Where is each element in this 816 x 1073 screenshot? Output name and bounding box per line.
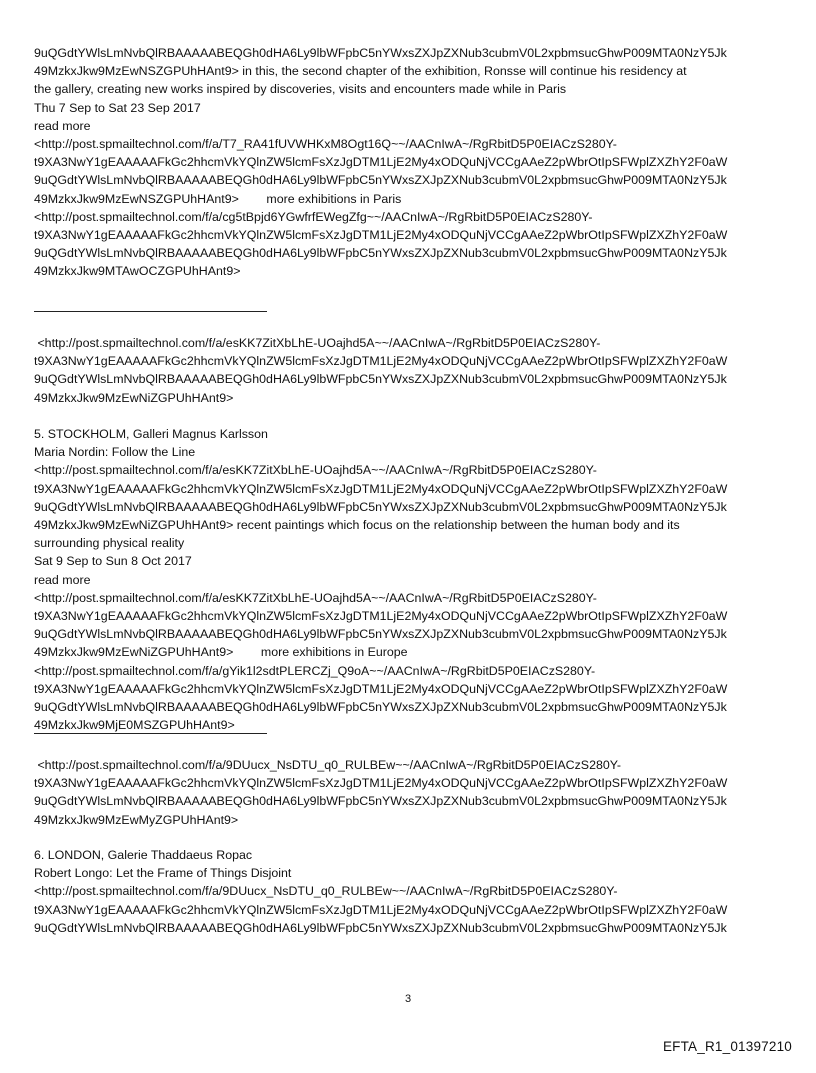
image-link-block-1 xyxy=(34,334,794,407)
text-line: 9uQGdtYWlsLmNvbQlRBAAAAABEQGh0dHA6Ly9lbWFpbC5nYWxsZXJpZXNub3cubmV0L2xpbmsucGhwP009MTA0NzY5Jk xyxy=(34,627,727,642)
text-line: 9uQGdtYWlsLmNvbQlRBAAAAABEQGh0dHA6Ly9lbWFpbC5nYWxsZXJpZXNub3cubmV0L2xpbmsucGhwP009MTA0NzY5Jk xyxy=(34,246,727,261)
text-line: t9XA3NwY1gEAAAAAFkGc2hhcmVkYQlnZW5lcmFsXzJgDTM1LjE2My4xODQuNjVCCgAAeZ2pWbrOtIpSFWplZXZhY2F0aW xyxy=(34,481,728,496)
text-line: 49MzkxJkw9MjE0MSZGPUhHAnt9> xyxy=(34,718,235,733)
text-line: 9uQGdtYWlsLmNvbQlRBAAAAABEQGh0dHA6Ly9lbWFpbC5nYWxsZXJpZXNub3cubmV0L2xpbmsucGhwP009MTA0NzY5Jk xyxy=(34,794,727,809)
text-line: t9XA3NwY1gEAAAAAFkGc2hhcmVkYQlnZW5lcmFsXzJgDTM1LjE2My4xODQuNjVCCgAAeZ2pWbrOtIpSFWplZXZhY2F0aW xyxy=(34,609,728,624)
text-line: 9uQGdtYWlsLmNvbQlRBAAAAABEQGh0dHA6Ly9lbWFpbC5nYWxsZXJpZXNub3cubmV0L2xpbmsucGhwP009MTA0NzY5Jk xyxy=(34,173,727,188)
text-line: <http://post.spmailtechnol.com/f/a/esKK7ZitXbLhE-UOajhd5A~~/AACnIwA~/RgRbitD5P0EIACzS280Y- xyxy=(34,463,597,478)
text-line: 6. LONDON, Galerie Thaddaeus Ropac xyxy=(34,848,253,862)
text-line: t9XA3NwY1gEAAAAAFkGc2hhcmVkYQlnZW5lcmFsXzJgDTM1LjE2My4xODQuNjVCCgAAeZ2pWbrOtIpSFWplZXZhY2F0aW xyxy=(34,228,728,243)
text-line: 5. STOCKHOLM, Galleri Magnus Karlsson xyxy=(34,427,268,441)
document-id-footer: EFTA_R1_01397210 xyxy=(662,1039,792,1054)
text-line: <http://post.spmailtechnol.com/f/a/esKK7ZitXbLhE-UOajhd5A~~/AACnIwA~/RgRbitD5P0EIACzS280Y- xyxy=(34,590,597,605)
text-line: <http://post.spmailtechnol.com/f/a/9DUucx_NsDTU_q0_RULBEw~~/AACnIwA~/RgRbitD5P0EIACzS280Y- xyxy=(34,884,618,899)
text-line: <http://post.spmailtechnol.com/f/a/esKK7ZitXbLhE-UOajhd5A~~/AACnIwA~/RgRbitD5P0EIACzS280Y- xyxy=(34,336,601,350)
text-line: Thu 7 Sep to Sat 23 Sep 2017 xyxy=(34,100,201,115)
separator-rule xyxy=(34,311,267,312)
text-line: 49MzkxJkw9MzEwNiZGPUhHAnt9> xyxy=(34,390,234,405)
text-line: 49MzkxJkw9MzEwNiZGPUhHAnt9> recent paintings which focus on the relationship between the human body and its xyxy=(34,518,680,533)
text-line: 9uQGdtYWlsLmNvbQlRBAAAAABEQGh0dHA6Ly9lbWFpbC5nYWxsZXJpZXNub3cubmV0L2xpbmsucGhwP009MTA0NzY5Jk xyxy=(34,46,727,60)
exhibition-4-continuation xyxy=(34,44,794,281)
text-line: 49MzkxJkw9MzEwNiZGPUhHAnt9> more exhibitions in Europe xyxy=(34,645,408,660)
text-line: Maria Nordin: Follow the Line xyxy=(34,445,196,460)
text-line: 9uQGdtYWlsLmNvbQlRBAAAAABEQGh0dHA6Ly9lbWFpbC5nYWxsZXJpZXNub3cubmV0L2xpbmsucGhwP009MTA0NzY5Jk xyxy=(34,920,727,935)
text-line: 49MzkxJkw9MzEwMyZGPUhHAnt9> xyxy=(34,812,239,827)
image-link-block-2 xyxy=(34,756,794,829)
text-line: t9XA3NwY1gEAAAAAFkGc2hhcmVkYQlnZW5lcmFsXzJgDTM1LjE2My4xODQuNjVCCgAAeZ2pWbrOtIpSFWplZXZhY2F0aW xyxy=(34,902,728,917)
text-line: <http://post.spmailtechnol.com/f/a/9DUucx_NsDTU_q0_RULBEw~~/AACnIwA~/RgRbitD5P0EIACzS280Y- xyxy=(34,758,621,772)
text-line: read more xyxy=(34,118,91,133)
text-line: 49MzkxJkw9MzEwNSZGPUhHAnt9> in this, the second chapter of the exhibition, Ronsse will continue his residency at xyxy=(34,64,687,79)
exhibition-6-london xyxy=(34,846,794,937)
text-line: 9uQGdtYWlsLmNvbQlRBAAAAABEQGh0dHA6Ly9lbWFpbC5nYWxsZXJpZXNub3cubmV0L2xpbmsucGhwP009MTA0NzY5Jk xyxy=(34,700,727,715)
text-line: 49MzkxJkw9MzEwNSZGPUhHAnt9> more exhibitions in Paris xyxy=(34,191,402,206)
text-line: t9XA3NwY1gEAAAAAFkGc2hhcmVkYQlnZW5lcmFsXzJgDTM1LjE2My4xODQuNjVCCgAAeZ2pWbrOtIpSFWplZXZhY2F0aW xyxy=(34,776,728,791)
text-line: 49MzkxJkw9MTAwOCZGPUhHAnt9> xyxy=(34,264,241,279)
text-line: Sat 9 Sep to Sun 8 Oct 2017 xyxy=(34,554,192,569)
text-line: t9XA3NwY1gEAAAAAFkGc2hhcmVkYQlnZW5lcmFsXzJgDTM1LjE2My4xODQuNjVCCgAAeZ2pWbrOtIpSFWplZXZhY2F0aW xyxy=(34,354,728,369)
exhibition-5-stockholm xyxy=(34,425,794,734)
text-line: read more xyxy=(34,572,91,587)
text-line: Robert Longo: Let the Frame of Things Disjoint xyxy=(34,866,292,881)
text-line: t9XA3NwY1gEAAAAAFkGc2hhcmVkYQlnZW5lcmFsXzJgDTM1LjE2My4xODQuNjVCCgAAeZ2pWbrOtIpSFWplZXZhY2F0aW xyxy=(34,155,728,170)
text-line: the gallery, creating new works inspired by discoveries, visits and encounters made while in Paris xyxy=(34,82,567,97)
text-line: 9uQGdtYWlsLmNvbQlRBAAAAABEQGh0dHA6Ly9lbWFpbC5nYWxsZXJpZXNub3cubmV0L2xpbmsucGhwP009MTA0NzY5Jk xyxy=(34,372,727,387)
page-number: 3 xyxy=(404,993,412,1005)
text-line: 9uQGdtYWlsLmNvbQlRBAAAAABEQGh0dHA6Ly9lbWFpbC5nYWxsZXJpZXNub3cubmV0L2xpbmsucGhwP009MTA0NzY5Jk xyxy=(34,499,727,514)
text-line: <http://post.spmailtechnol.com/f/a/cg5tBpjd6YGwfrfEWegZfg~~/AACnIwA~/RgRbitD5P0EIACzS280Y- xyxy=(34,209,593,224)
separator-rule xyxy=(34,733,267,734)
text-line: t9XA3NwY1gEAAAAAFkGc2hhcmVkYQlnZW5lcmFsXzJgDTM1LjE2My4xODQuNjVCCgAAeZ2pWbrOtIpSFWplZXZhY2F0aW xyxy=(34,681,728,696)
text-line: <http://post.spmailtechnol.com/f/a/gYik1l2sdtPLERCZj_Q9oA~~/AACnIwA~/RgRbitD5P0EIACzS280Y- xyxy=(34,663,596,678)
text-line: <http://post.spmailtechnol.com/f/a/T7_RA41fUVWHKxM8Ogt16Q~~/AACnIwA~/RgRbitD5P0EIACzS280Y- xyxy=(34,137,617,152)
text-line: surrounding physical reality xyxy=(34,536,185,551)
